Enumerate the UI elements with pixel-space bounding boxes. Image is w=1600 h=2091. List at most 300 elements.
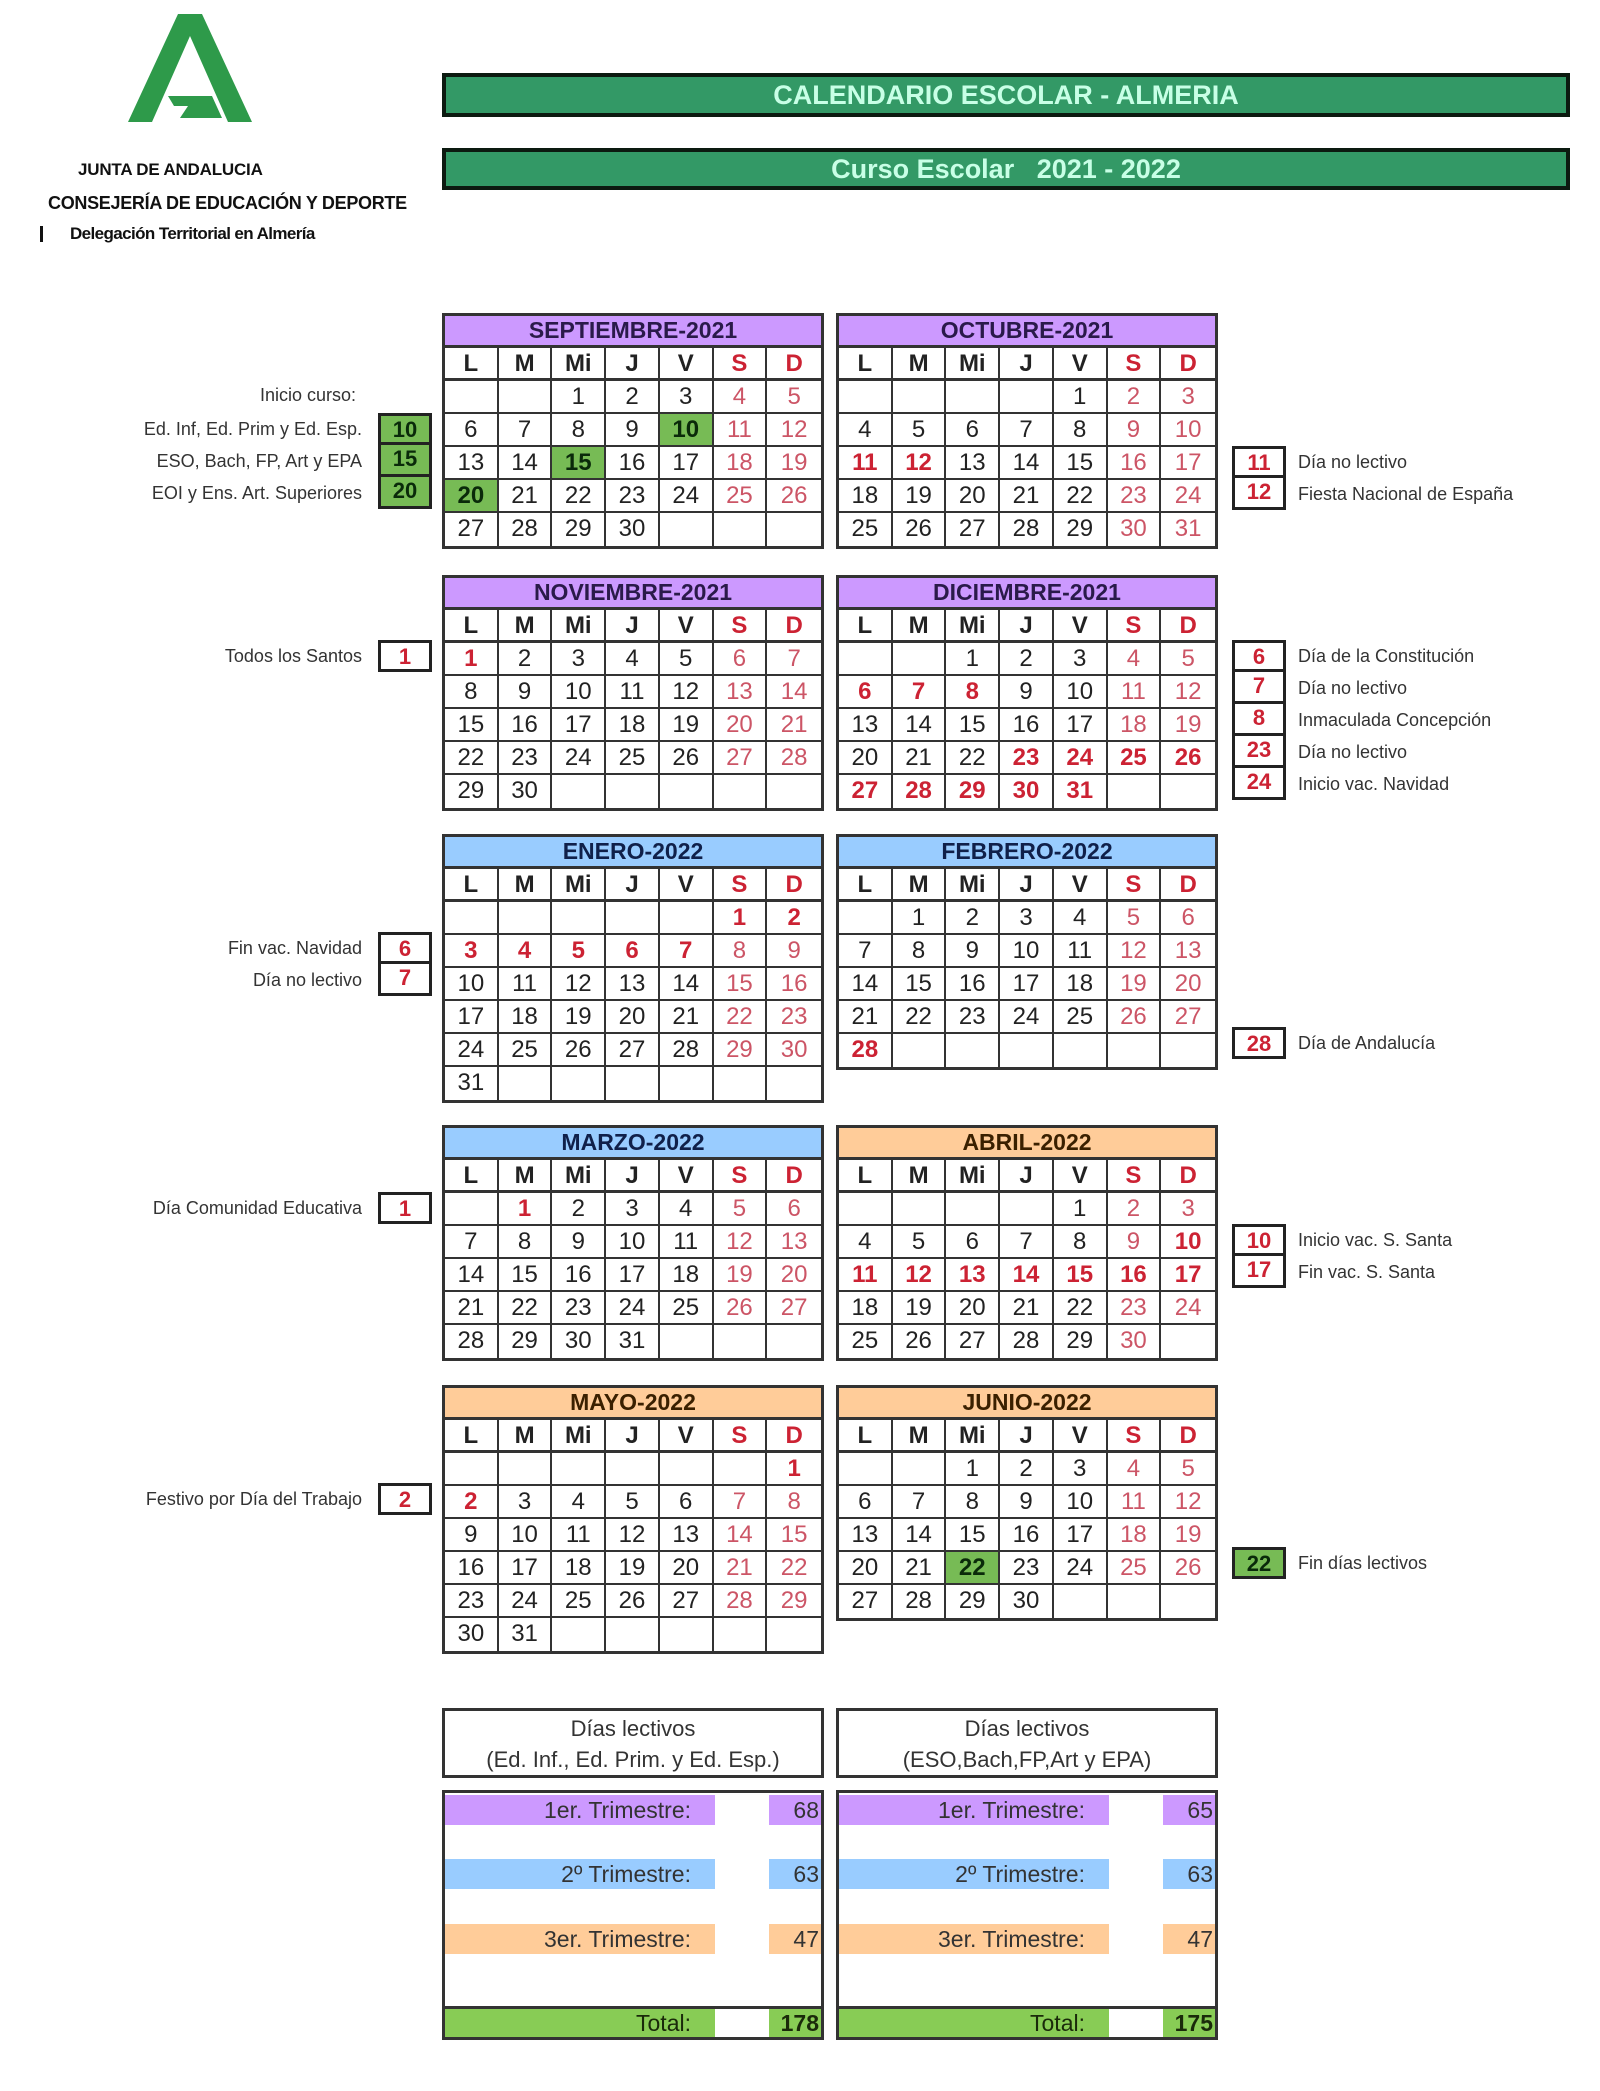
weekday-header: Mi: [946, 348, 1000, 381]
month-grid: [839, 610, 1215, 808]
day-cell: 10: [445, 968, 499, 1001]
empty-cell: [1000, 381, 1054, 414]
day-cell: 17: [606, 1259, 660, 1292]
trimestre-label: 3er. Trimestre:: [445, 1924, 715, 1954]
weekday-header: L: [445, 1420, 499, 1453]
trimestre-2-row: [839, 1859, 1215, 1889]
month-november: [442, 575, 824, 811]
trimestre-label: 2º Trimestre:: [445, 1859, 715, 1889]
day-cell: 24: [552, 742, 606, 775]
day-cell: 1: [946, 1453, 1000, 1486]
empty-cell: [660, 1618, 714, 1651]
empty-cell: [445, 1453, 499, 1486]
empty-cell: [1000, 1193, 1054, 1226]
day-cell: 5: [714, 1193, 768, 1226]
day-cell: 20: [714, 709, 768, 742]
day-cell: 21: [893, 1552, 947, 1585]
weekday-header: V: [1054, 1420, 1108, 1453]
day-cell: 23: [767, 1001, 821, 1034]
day-cell: 15: [714, 968, 768, 1001]
day-cell: 29: [1054, 513, 1108, 546]
day-cell: 24: [1054, 742, 1108, 775]
day-cell: 25: [839, 1325, 893, 1358]
day-cell: 29: [1054, 1325, 1108, 1358]
note-label: Inicio vac. Navidad: [1298, 773, 1450, 794]
day-cell: 28: [714, 1585, 768, 1618]
day-cell: 25: [499, 1034, 553, 1067]
month-title: ENERO-2022: [445, 837, 821, 869]
empty-cell: [606, 775, 660, 808]
weekday-header: L: [839, 1160, 893, 1193]
day-cell: 2: [552, 1193, 606, 1226]
note-row: [152, 477, 432, 509]
day-cell: 14: [1000, 447, 1054, 480]
november-notes: [225, 640, 432, 672]
day-cell: 12: [714, 1226, 768, 1259]
day-cell: 7: [767, 643, 821, 676]
empty-cell: [1161, 1325, 1215, 1358]
day-cell: 18: [499, 1001, 553, 1034]
weekday-header: L: [445, 869, 499, 902]
summary-title: Días lectivos: [570, 1716, 696, 1741]
weekday-header: M: [499, 610, 553, 643]
day-cell: 20: [1161, 968, 1215, 1001]
empty-cell: [767, 1618, 821, 1651]
month-grid: [445, 1160, 821, 1358]
day-cell: 17: [1161, 1259, 1215, 1292]
day-cell: 6: [1161, 902, 1215, 935]
note-day: 1: [378, 640, 432, 672]
day-cell: 21: [445, 1292, 499, 1325]
day-cell: 17: [1000, 968, 1054, 1001]
day-cell: 10: [499, 1519, 553, 1552]
day-cell: 8: [1054, 414, 1108, 447]
day-cell: 12: [893, 447, 947, 480]
weekday-header: J: [1000, 610, 1054, 643]
month-title: OCTUBRE-2021: [839, 316, 1215, 348]
weekday-header: Mi: [946, 1160, 1000, 1193]
day-cell: 3: [606, 1193, 660, 1226]
summary-body: [836, 1790, 1218, 2006]
trimestre-label: 1er. Trimestre:: [445, 1795, 715, 1825]
weekday-header: S: [714, 1420, 768, 1453]
day-cell: 11: [1108, 1486, 1162, 1519]
total-label: Total:: [839, 2009, 1109, 2037]
month-april: [836, 1125, 1218, 1361]
day-cell: 12: [552, 968, 606, 1001]
day-cell: 26: [893, 513, 947, 546]
day-cell: 12: [606, 1519, 660, 1552]
note-label: Día de Andalucía: [1298, 1032, 1436, 1053]
day-cell: 27: [946, 1325, 1000, 1358]
month-title: MARZO-2022: [445, 1128, 821, 1160]
note-row: [1232, 1027, 1435, 1059]
day-cell: 6: [767, 1193, 821, 1226]
day-cell: 12: [1108, 935, 1162, 968]
day-cell: 26: [552, 1034, 606, 1067]
page-subtitle: [442, 148, 1570, 190]
weekday-header: V: [660, 610, 714, 643]
month-title: FEBRERO-2022: [839, 837, 1215, 869]
empty-cell: [660, 902, 714, 935]
day-cell: 19: [893, 1292, 947, 1325]
june-notes: [1232, 1547, 1427, 1579]
inicio-curso-label: Inicio curso:: [259, 385, 356, 405]
day-cell: 3: [1161, 1193, 1215, 1226]
empty-cell: [893, 643, 947, 676]
empty-cell: [1000, 1034, 1054, 1067]
weekday-header: V: [1054, 869, 1108, 902]
day-cell: 15: [946, 1519, 1000, 1552]
summary-body: [442, 1790, 824, 2006]
weekday-header: Mi: [946, 610, 1000, 643]
month-october: [836, 313, 1218, 549]
empty-cell: [499, 1067, 553, 1100]
day-cell: 11: [1054, 935, 1108, 968]
day-cell: 17: [1054, 1519, 1108, 1552]
note-day: 10: [1232, 1224, 1286, 1256]
day-cell: 10: [552, 676, 606, 709]
day-cell: 17: [1054, 709, 1108, 742]
note-day: 6: [378, 932, 432, 964]
day-cell: 19: [893, 480, 947, 513]
day-cell: 19: [1108, 968, 1162, 1001]
day-cell: 4: [660, 1193, 714, 1226]
day-cell: 23: [946, 1001, 1000, 1034]
day-cell: 25: [839, 513, 893, 546]
day-cell: 31: [606, 1325, 660, 1358]
note-label: Ed. Inf, Ed. Prim y Ed. Esp.: [143, 418, 362, 439]
day-cell: 21: [767, 709, 821, 742]
day-cell: 1: [552, 381, 606, 414]
day-cell: 11: [499, 968, 553, 1001]
day-cell: 27: [714, 742, 768, 775]
page-title: CALENDARIO ESCOLAR - ALMERIA: [442, 73, 1570, 117]
day-cell: 16: [1000, 1519, 1054, 1552]
weekday-header: Mi: [946, 869, 1000, 902]
weekday-header: J: [606, 610, 660, 643]
day-cell: 1: [499, 1193, 553, 1226]
day-cell: 23: [1000, 742, 1054, 775]
april-notes: [1232, 1224, 1452, 1288]
trimestre-1-row: [445, 1795, 821, 1825]
day-cell: 11: [839, 1259, 893, 1292]
day-cell: 20: [660, 1552, 714, 1585]
day-cell: 17: [552, 709, 606, 742]
note-label: EOI y Ens. Art. Superiores: [151, 482, 362, 503]
note-day: 7: [1232, 672, 1286, 704]
day-cell: 21: [1000, 480, 1054, 513]
weekday-header: Mi: [552, 869, 606, 902]
empty-cell: [499, 1453, 553, 1486]
month-grid: [445, 610, 821, 808]
weekday-header: S: [714, 610, 768, 643]
month-title: NOVIEMBRE-2021: [445, 578, 821, 610]
trimestre-3-row: [839, 1924, 1215, 1954]
summary-subtitle: (Ed. Inf., Ed. Prim. y Ed. Esp.): [486, 1747, 780, 1772]
summary-header: [836, 1708, 1218, 1778]
weekday-header: J: [606, 348, 660, 381]
day-cell: 10: [606, 1226, 660, 1259]
day-cell: 25: [1054, 1001, 1108, 1034]
day-cell: 13: [1161, 935, 1215, 968]
note-label: Día no lectivo: [1298, 677, 1408, 698]
day-cell: 28: [660, 1034, 714, 1067]
day-cell: 27: [445, 513, 499, 546]
day-cell: 8: [552, 414, 606, 447]
day-cell: 22: [893, 1001, 947, 1034]
weekday-header: M: [499, 1160, 553, 1193]
empty-cell: [893, 1453, 947, 1486]
weekday-header: Mi: [552, 1420, 606, 1453]
day-cell: 27: [767, 1292, 821, 1325]
month-title: DICIEMBRE-2021: [839, 578, 1215, 610]
weekday-header: V: [1054, 348, 1108, 381]
day-cell: 10: [660, 414, 714, 447]
day-cell: 2: [499, 643, 553, 676]
day-cell: 12: [660, 676, 714, 709]
day-cell: 21: [499, 480, 553, 513]
day-cell: 28: [1000, 513, 1054, 546]
day-cell: 1: [767, 1453, 821, 1486]
trimestre-value: 63: [769, 1859, 821, 1889]
empty-cell: [893, 381, 947, 414]
day-cell: 11: [839, 447, 893, 480]
day-cell: 19: [767, 447, 821, 480]
day-cell: 15: [893, 968, 947, 1001]
trimestre-value: 47: [769, 1924, 821, 1954]
weekday-header: Mi: [946, 1420, 1000, 1453]
day-cell: 23: [445, 1585, 499, 1618]
weekday-header: D: [1161, 610, 1215, 643]
day-cell: 8: [946, 1486, 1000, 1519]
org-delegation: Delegación Territorial en Almería: [70, 224, 315, 243]
day-cell: 16: [1000, 709, 1054, 742]
day-cell: 14: [839, 968, 893, 1001]
org-divider: [40, 226, 43, 242]
empty-cell: [714, 1618, 768, 1651]
org-department: CONSEJERÍA DE EDUCACIÓN Y DEPORTE: [48, 193, 407, 213]
note-day: 6: [1232, 640, 1286, 672]
note-day: 7: [378, 964, 432, 996]
junta-andalucia-logo-icon: [128, 14, 252, 122]
note-label: Día no lectivo: [1298, 451, 1408, 472]
day-cell: 4: [714, 381, 768, 414]
empty-cell: [552, 902, 606, 935]
day-cell: 21: [893, 742, 947, 775]
day-cell: 1: [1054, 381, 1108, 414]
day-cell: 16: [606, 447, 660, 480]
day-cell: 30: [1108, 1325, 1162, 1358]
empty-cell: [660, 1067, 714, 1100]
day-cell: 22: [1054, 1292, 1108, 1325]
note-day: 20: [378, 477, 432, 509]
day-cell: 28: [1000, 1325, 1054, 1358]
day-cell: 29: [499, 1325, 553, 1358]
weekday-header: L: [839, 869, 893, 902]
empty-cell: [606, 902, 660, 935]
day-cell: 17: [499, 1552, 553, 1585]
empty-cell: [1161, 1585, 1215, 1618]
note-row: [144, 413, 432, 445]
day-cell: 12: [767, 414, 821, 447]
day-cell: 21: [839, 1001, 893, 1034]
empty-cell: [1161, 1034, 1215, 1067]
day-cell: 31: [445, 1067, 499, 1100]
month-grid: [445, 1420, 821, 1651]
day-cell: 14: [660, 968, 714, 1001]
day-cell: 19: [660, 709, 714, 742]
day-cell: 18: [552, 1552, 606, 1585]
day-cell: 14: [893, 709, 947, 742]
day-cell: 18: [714, 447, 768, 480]
empty-cell: [839, 1453, 893, 1486]
note-day: 22: [1232, 1547, 1286, 1579]
day-cell: 9: [552, 1226, 606, 1259]
day-cell: 23: [499, 742, 553, 775]
empty-cell: [606, 1618, 660, 1651]
day-cell: 23: [1000, 1552, 1054, 1585]
day-cell: 19: [606, 1552, 660, 1585]
weekday-header: D: [767, 1160, 821, 1193]
day-cell: 15: [445, 709, 499, 742]
weekday-header: D: [1161, 869, 1215, 902]
day-cell: 29: [445, 775, 499, 808]
day-cell: 5: [1161, 643, 1215, 676]
day-cell: 1: [946, 643, 1000, 676]
day-cell: 9: [1108, 1226, 1162, 1259]
day-cell: 23: [1108, 480, 1162, 513]
summary-subtitle: (ESO,Bach,FP,Art y EPA): [902, 1747, 1152, 1772]
day-cell: 6: [606, 935, 660, 968]
day-cell: 16: [552, 1259, 606, 1292]
day-cell: 15: [552, 447, 606, 480]
day-cell: 10: [1054, 676, 1108, 709]
day-cell: 5: [606, 1486, 660, 1519]
weekday-header: S: [1108, 1420, 1162, 1453]
month-january: [442, 834, 824, 1103]
note-row: [1232, 736, 1491, 768]
day-cell: 14: [893, 1519, 947, 1552]
empty-cell: [499, 902, 553, 935]
note-row: [1232, 704, 1491, 736]
day-cell: 15: [767, 1519, 821, 1552]
note-label: Fin vac. Navidad: [227, 937, 362, 958]
day-cell: 7: [499, 414, 553, 447]
month-may: [442, 1385, 824, 1654]
day-cell: 28: [767, 742, 821, 775]
day-cell: 23: [606, 480, 660, 513]
empty-cell: [714, 513, 768, 546]
weekday-header: L: [839, 610, 893, 643]
note-day: 28: [1232, 1027, 1286, 1059]
note-row: [1232, 1224, 1452, 1256]
day-cell: 19: [1161, 1519, 1215, 1552]
day-cell: 25: [660, 1292, 714, 1325]
day-cell: 27: [660, 1585, 714, 1618]
day-cell: 5: [552, 935, 606, 968]
day-cell: 16: [1108, 1259, 1162, 1292]
day-cell: 9: [445, 1519, 499, 1552]
day-cell: 22: [445, 742, 499, 775]
weekday-header: L: [839, 1420, 893, 1453]
weekday-header: J: [1000, 348, 1054, 381]
note-label: Día Comunidad Educativa: [152, 1197, 362, 1218]
note-row: [1232, 672, 1491, 704]
day-cell: 2: [946, 902, 1000, 935]
day-cell: 21: [660, 1001, 714, 1034]
day-cell: 7: [893, 1486, 947, 1519]
day-cell: 22: [1054, 480, 1108, 513]
weekday-header: S: [714, 1160, 768, 1193]
weekday-header: Mi: [552, 1160, 606, 1193]
weekday-header: D: [767, 869, 821, 902]
weekday-header: S: [1108, 610, 1162, 643]
weekday-header: D: [767, 1420, 821, 1453]
note-day: 24: [1232, 768, 1286, 800]
total-label: Total:: [445, 2009, 715, 2037]
weekday-header: J: [1000, 869, 1054, 902]
day-cell: 20: [606, 1001, 660, 1034]
summary-secondary: [836, 1708, 1218, 2040]
day-cell: 24: [1161, 480, 1215, 513]
weekday-header: M: [893, 610, 947, 643]
month-grid: [839, 1420, 1215, 1618]
day-cell: 24: [660, 480, 714, 513]
day-cell: 4: [606, 643, 660, 676]
day-cell: 4: [839, 414, 893, 447]
weekday-header: J: [606, 1160, 660, 1193]
day-cell: 18: [1108, 709, 1162, 742]
note-row: [253, 964, 432, 996]
day-cell: 31: [1054, 775, 1108, 808]
month-june: [836, 1385, 1218, 1621]
note-label: Inmaculada Concepción: [1298, 709, 1492, 730]
day-cell: 22: [946, 1552, 1000, 1585]
empty-cell: [893, 1193, 947, 1226]
note-day: 23: [1232, 736, 1286, 768]
trimestre-label: 2º Trimestre:: [839, 1859, 1109, 1889]
day-cell: 4: [552, 1486, 606, 1519]
day-cell: 2: [606, 381, 660, 414]
day-cell: 2: [1108, 381, 1162, 414]
day-cell: 17: [445, 1001, 499, 1034]
day-cell: 14: [1000, 1259, 1054, 1292]
march-notes: [153, 1192, 432, 1224]
note-label: Festivo por Día del Trabajo: [145, 1488, 362, 1509]
day-cell: 18: [1108, 1519, 1162, 1552]
day-cell: 13: [445, 447, 499, 480]
weekday-header: S: [1108, 348, 1162, 381]
day-cell: 20: [946, 480, 1000, 513]
day-cell: 9: [1000, 676, 1054, 709]
weekday-header: M: [499, 348, 553, 381]
trimestre-value: 65: [1163, 1795, 1215, 1825]
day-cell: 15: [946, 709, 1000, 742]
day-cell: 1: [445, 643, 499, 676]
day-cell: 26: [1108, 1001, 1162, 1034]
weekday-header: J: [1000, 1160, 1054, 1193]
empty-cell: [552, 1618, 606, 1651]
summary-header: [442, 1708, 824, 1778]
day-cell: 23: [552, 1292, 606, 1325]
note-label: Fiesta Nacional de España: [1298, 483, 1514, 504]
empty-cell: [660, 513, 714, 546]
day-cell: 30: [1000, 775, 1054, 808]
day-cell: 4: [1108, 643, 1162, 676]
empty-cell: [839, 381, 893, 414]
month-grid: [445, 869, 821, 1100]
